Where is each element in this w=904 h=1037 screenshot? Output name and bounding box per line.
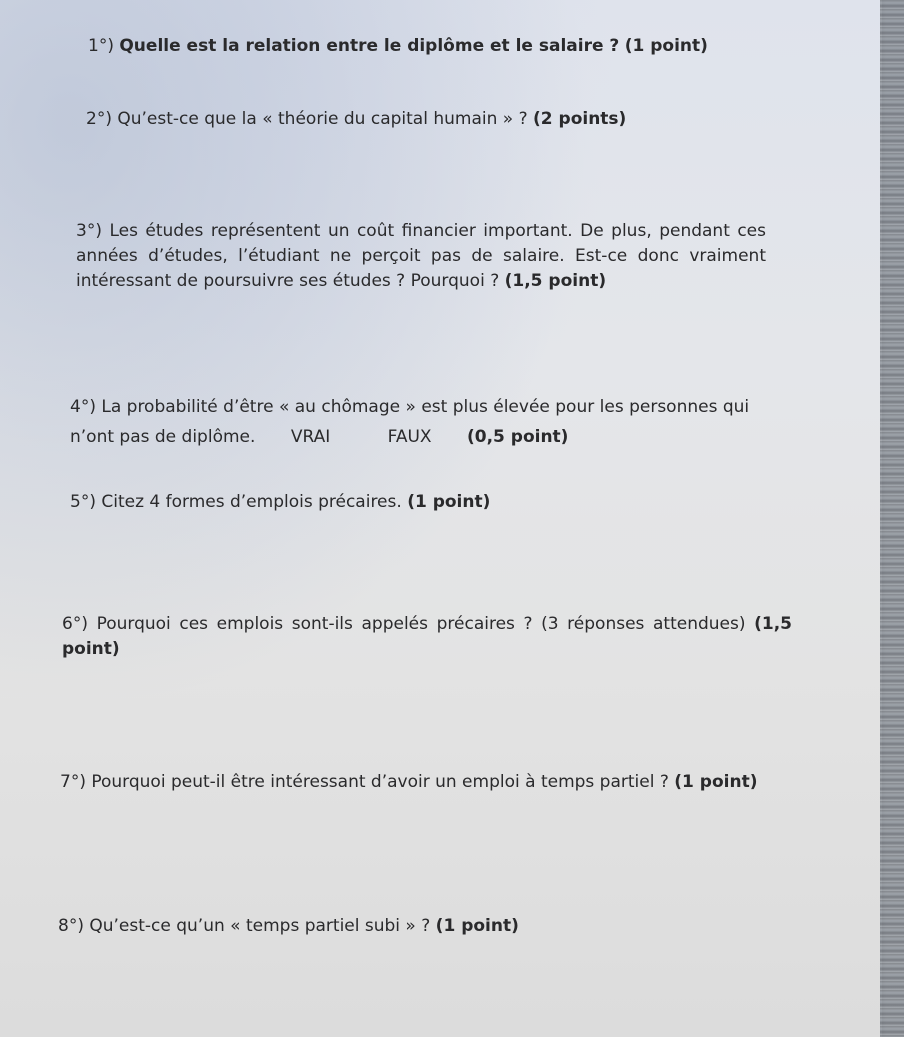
question-8-text: Qu’est-ce qu’un « temps partiel subi » ? (89, 916, 431, 936)
question-8-points: (1 point) (435, 916, 519, 936)
question-7-points: (1 point) (674, 772, 758, 792)
question-5-number: 5°) (70, 492, 96, 512)
question-2 (86, 107, 626, 132)
question-3-points: (1,5 point) (504, 271, 607, 291)
question-6 (62, 612, 792, 662)
question-2-text: Qu’est-ce que la « théorie du capital humain » ? (117, 109, 528, 129)
answer-option-vrai[interactable]: VRAI (290, 427, 331, 447)
question-1-number: 1°) (88, 36, 114, 56)
question-6-text: Pourquoi ces emplois sont-ils appelés précaires ? (3 réponses attendues) (96, 614, 746, 634)
question-6-points: (1,5 point) (62, 614, 792, 659)
question-1-text: Quelle est la relation entre le diplôme et le salaire ? (119, 36, 620, 56)
question-8-number: 8°) (58, 916, 84, 936)
answer-option-faux[interactable]: FAUX (387, 427, 432, 447)
question-7-text: Pourquoi peut-il être intéressant d’avoir un emploi à temps partiel ? (91, 772, 669, 792)
question-1-points: (1 point) (624, 36, 708, 56)
question-6-number: 6°) (62, 614, 88, 634)
question-4-text-2: n’ont pas de diplôme. (70, 427, 256, 447)
question-8 (58, 914, 519, 939)
question-3-text: Les études représentent un coût financier important. De plus, pendant ces années d’études, l’étudiant ne perçoit pas de salaire. Est-ce donc vraiment intéressant de poursuivre ses études ? Pourquoi ? (76, 221, 767, 291)
question-3-number: 3°) (76, 221, 102, 241)
table-edge (880, 0, 904, 1037)
question-4 (70, 395, 749, 450)
question-5 (70, 490, 490, 515)
question-7-number: 7°) (60, 772, 86, 792)
question-2-points: (2 points) (533, 109, 627, 129)
question-4-text-1: La probabilité d’être « au chômage » est plus élevée pour les personnes qui (101, 397, 750, 417)
question-5-text: Citez 4 formes d’emplois précaires. (101, 492, 402, 512)
question-7 (60, 770, 757, 795)
question-1 (88, 34, 708, 59)
question-4-line-1 (70, 395, 749, 420)
question-5-points: (1 point) (407, 492, 491, 512)
question-4-number: 4°) (70, 397, 96, 417)
question-4-line-2 (70, 425, 749, 450)
question-2-number: 2°) (86, 109, 112, 129)
question-4-points: (0,5 point) (466, 427, 569, 447)
question-3 (76, 219, 766, 294)
